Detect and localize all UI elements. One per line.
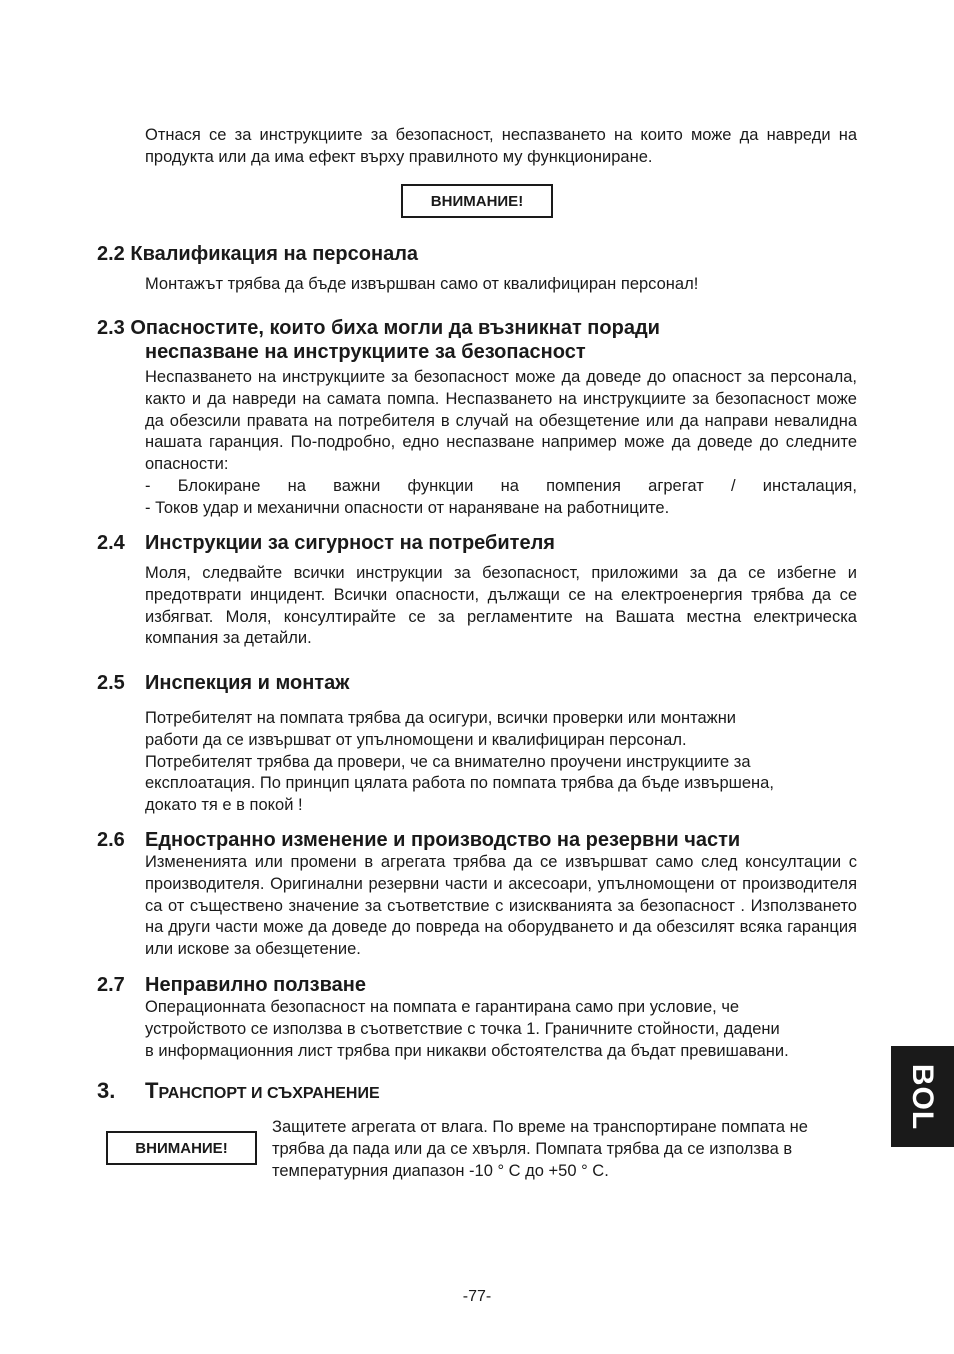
section-3-warning-label: ВНИМАНИЕ!	[106, 1131, 257, 1165]
section-2-7-line: Операционната безопасност на помпата е гарантирана само при условие, че	[145, 998, 740, 1016]
bullet-word: /	[730, 476, 736, 495]
section-2-3-body: Неспазването на инструкциите за безопасност може да доведе до опасност за персонала, както и да навреди на самата помпа. Неспазването на инструкциите за безопасност може да обезсили правата на потребителя в случай на обезщетение или да направи невалидна нашата гаранция. По-подробно, едно неспазване например може да доведе до следните опасности:	[145, 368, 857, 474]
section-2-5-line: Потребителят на помпата трябва да осигури, всички проверки или монтажни	[145, 709, 737, 727]
bullet-word: на	[500, 476, 519, 495]
section-2-7-line: устройството се използва в съответствие с точка 1. Граничните стойности, дадени	[145, 1019, 780, 1038]
section-2-5-title: Инспекция и монтаж	[145, 672, 350, 694]
section-3-body: Защитете агрегата от влага. По време на транспортиране помпата не трябва да пада или да се хвърля. Помпата трябва да се използва в температурния диапазон -10 ° C до +50 ° C.	[272, 1118, 808, 1180]
section-2-6-title: Едностранно изменение и производство на резервни части	[145, 829, 741, 851]
section-2-7-heading	[97, 973, 366, 997]
language-code: BOL	[906, 1063, 940, 1130]
section-2-5-line: докато тя е в покой !	[145, 796, 303, 815]
section-2-7-title: Неправилно ползване	[145, 974, 366, 996]
language-side-tab	[891, 1046, 954, 1147]
bullet-word: агрегат	[648, 476, 704, 495]
section-3-heading	[97, 1078, 380, 1104]
bullet-word: на	[287, 476, 306, 495]
section-2-7-line: в информационния лист трябва при никакви обстоятелства да бъдат превишавани.	[145, 1041, 789, 1060]
bullet-word: помпения	[546, 476, 621, 495]
section-2-5-body	[145, 708, 857, 817]
section-3-title-initial: Т	[145, 1078, 159, 1103]
bullet-word: Блокиране	[177, 476, 261, 495]
section-2-3-heading-line1: 2.3 Опасностите, които биха могли да възникнат поради	[97, 317, 660, 339]
bullet-word: инсталация,	[762, 476, 857, 495]
section-2-3-bullet-1	[145, 476, 857, 498]
section-2-3-heading-line2: неспазване на инструкциите за безопасност	[145, 341, 586, 363]
section-3-title-rest: РАНСПОРТ И СЪХРАНЕНИЕ	[158, 1085, 380, 1102]
section-2-3-bullet-2: - Токов удар и механични опасности от нараняване на работниците.	[145, 498, 670, 517]
section-2-3-body-block	[145, 367, 857, 520]
section-2-7-body	[145, 997, 857, 1062]
page-number: -77-	[462, 1288, 492, 1305]
section-2-4-body: Моля, следвайте всички инструкции за безопасност, приложими за да се избегне и предотврати инцидент. Всички опасности, дължащи се на електроенергия трябва да се избягват. Моля, консултирайте се за регламентите на Вашата местна електрическа компания за детайли.	[145, 564, 857, 648]
section-2-2-body: Монтажът трябва да бъде извършван само от квалифициран персонал!	[145, 275, 699, 293]
section-2-7-number: 2.7	[97, 974, 125, 996]
intro-text: Отнася се за инструкциите за безопасност, неспазването на които може да навреди на продукта или да има ефект върху правилното му функциониране.	[145, 126, 857, 166]
section-2-5-line: работи да се извършват от упълномощени и квалифициран персонал.	[145, 730, 687, 749]
section-2-5-line: Потребителят трябва да провери, че са внимателно проучени инструкциите за	[145, 752, 751, 771]
section-2-2-heading: 2.2 Квалификация на персонала	[97, 243, 419, 265]
bullet-word: функции	[407, 476, 474, 495]
section-2-5-number: 2.5	[97, 672, 125, 694]
bullet-word: -	[145, 476, 151, 495]
section-3-number: 3.	[97, 1078, 116, 1103]
section-2-6-body: Измененията или промени в агрегата трябва да се извършват само след консултации с производителя. Оригинални резервни части и аксесоари, упълномощени от производителя са от съществено значение за съответствие с изискванията за безопасност . Използването на други части може да доведе до повреда на оборудването и да обезсилят всяка гаранция или искове за обезщетение.	[145, 853, 857, 959]
section-2-5-line: експлоатация. По принцип цялата работа по помпата трябва да бъде извършена,	[145, 774, 774, 793]
section-2-4-title: Инструкции за сигурност на потребителя	[145, 532, 555, 554]
section-2-4-heading	[97, 531, 555, 555]
section-2-3-heading	[97, 316, 660, 364]
section-2-5-heading	[97, 671, 349, 695]
warning-label: ВНИМАНИЕ!	[401, 184, 553, 218]
bullet-word: важни	[333, 476, 381, 495]
section-2-6-heading	[97, 828, 740, 852]
section-2-6-number: 2.6	[97, 829, 125, 851]
section-2-4-number: 2.4	[97, 532, 125, 554]
